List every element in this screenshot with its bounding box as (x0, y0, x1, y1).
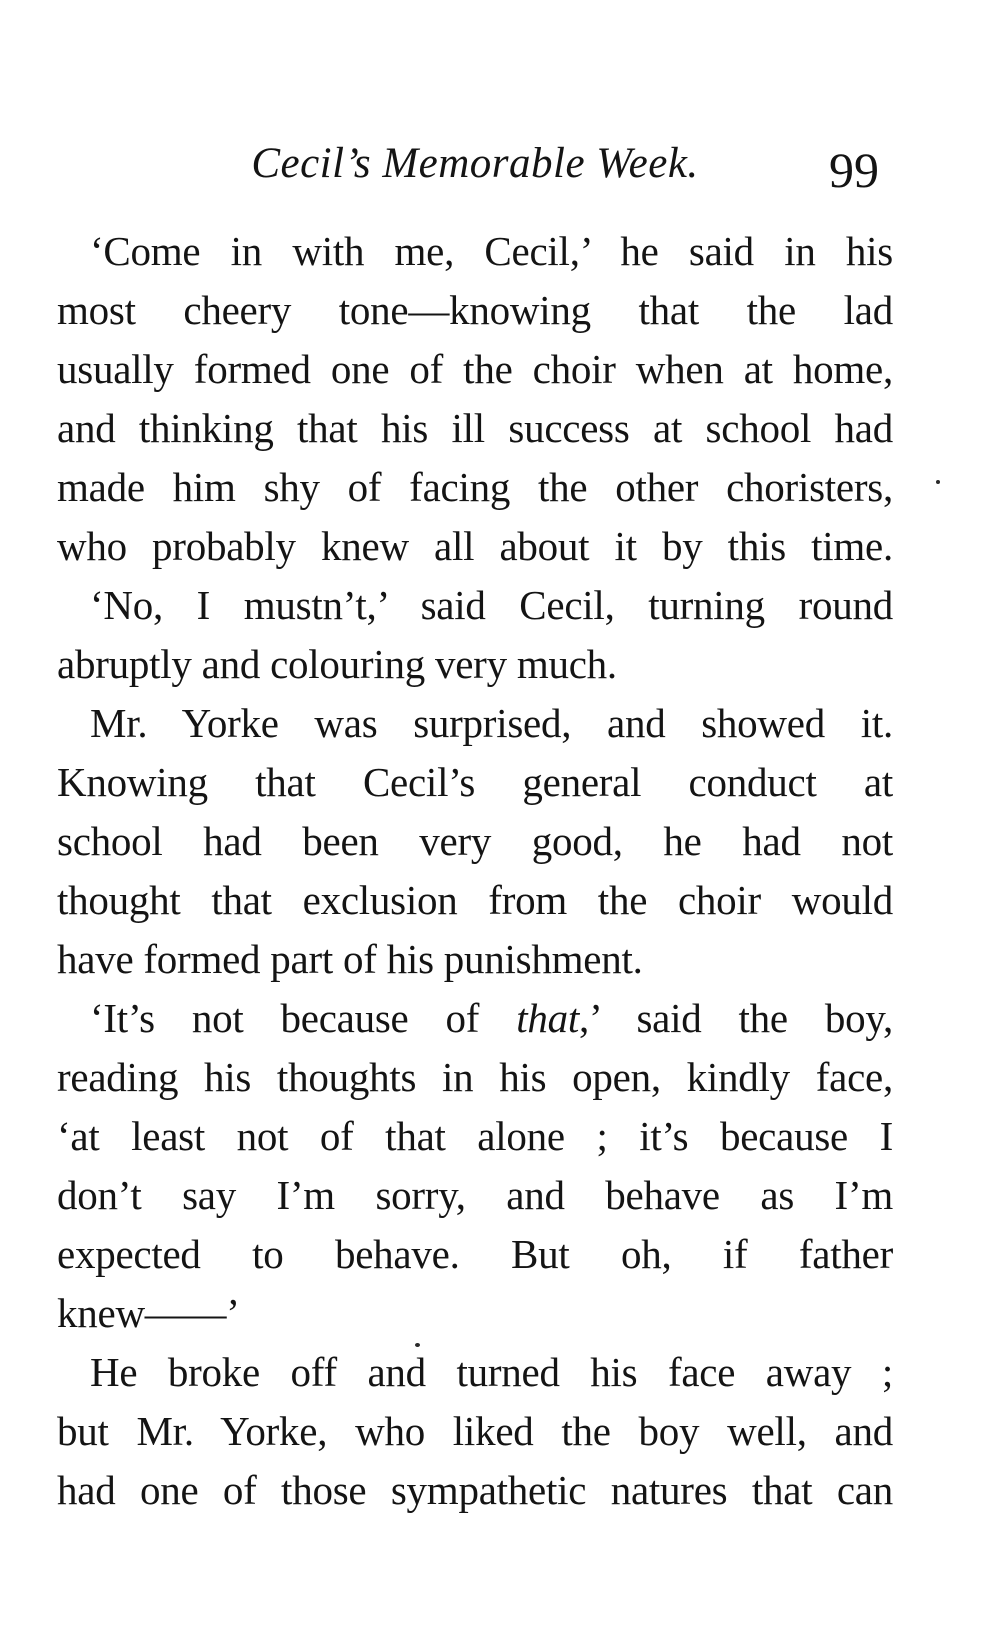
text-line (57, 930, 893, 989)
italic-word: that (516, 995, 580, 1041)
text-line (57, 1048, 893, 1107)
text-segment: usually formed one of the choir when at home, (57, 346, 893, 392)
text-line (57, 635, 893, 694)
text-segment: school had been very good, he had not (57, 818, 893, 864)
text-segment: expected to behave. But oh, if father (57, 1231, 893, 1277)
text-segment: have formed part of his punishment. (57, 936, 643, 982)
text-line (57, 222, 893, 281)
body-text (57, 222, 893, 1520)
running-title: Cecil’s Memorable Week. (251, 140, 699, 187)
page-number: 99 (829, 142, 879, 198)
text-line (57, 1461, 893, 1520)
text-segment: ‘No, I mustn’t,’ said Cecil, turning round (90, 582, 893, 628)
text-segment: thought that exclusion from the choir would (57, 877, 893, 923)
text-segment: Mr. Yorke was surprised, and showed it. (90, 700, 893, 746)
text-segment: had one of those sympathetic natures that can (57, 1467, 893, 1513)
text-line (57, 1225, 893, 1284)
scan-speck (415, 1343, 420, 1347)
text-line (57, 694, 893, 753)
text-segment: most cheery tone—knowing that the lad (57, 287, 893, 333)
text-segment: He broke off and turned his face away ; (90, 1349, 893, 1395)
text-segment: ‘It’s not because of (90, 995, 517, 1041)
text-line (57, 1107, 893, 1166)
text-segment: knew——’ (57, 1290, 240, 1336)
text-line (57, 576, 893, 635)
text-line (57, 812, 893, 871)
text-segment: and thinking that his ill success at school had (57, 405, 893, 451)
scan-speck (936, 480, 940, 484)
text-segment: don’t say I’m sorry, and behave as I’m (57, 1172, 893, 1218)
text-segment: Knowing that Cecil’s general conduct at (57, 759, 893, 805)
text-line (57, 1402, 893, 1461)
text-line (57, 989, 893, 1048)
text-line (57, 281, 893, 340)
text-segment: reading his thoughts in his open, kindly face, (57, 1054, 893, 1100)
text-line (57, 1343, 893, 1402)
text-segment: ‘at least not of that alone ; it’s because I (57, 1113, 893, 1159)
text-line (57, 871, 893, 930)
text-segment: but Mr. Yorke, who liked the boy well, and (57, 1408, 893, 1454)
text-line (57, 1166, 893, 1225)
text-segment: made him shy of facing the other choristers, (57, 464, 893, 510)
text-segment: ‘Come in with me, Cecil,’ he said in his (90, 228, 893, 274)
text-line (57, 399, 893, 458)
text-line (57, 753, 893, 812)
text-segment: who probably knew all about it by this time. (57, 523, 893, 569)
text-segment: ,’ said the boy, (579, 995, 893, 1041)
page-header (57, 136, 893, 196)
text-line (57, 458, 893, 517)
text-line (57, 340, 893, 399)
text-segment: abruptly and colouring very much. (57, 641, 617, 687)
text-line (57, 1284, 893, 1343)
text-line (57, 517, 893, 576)
